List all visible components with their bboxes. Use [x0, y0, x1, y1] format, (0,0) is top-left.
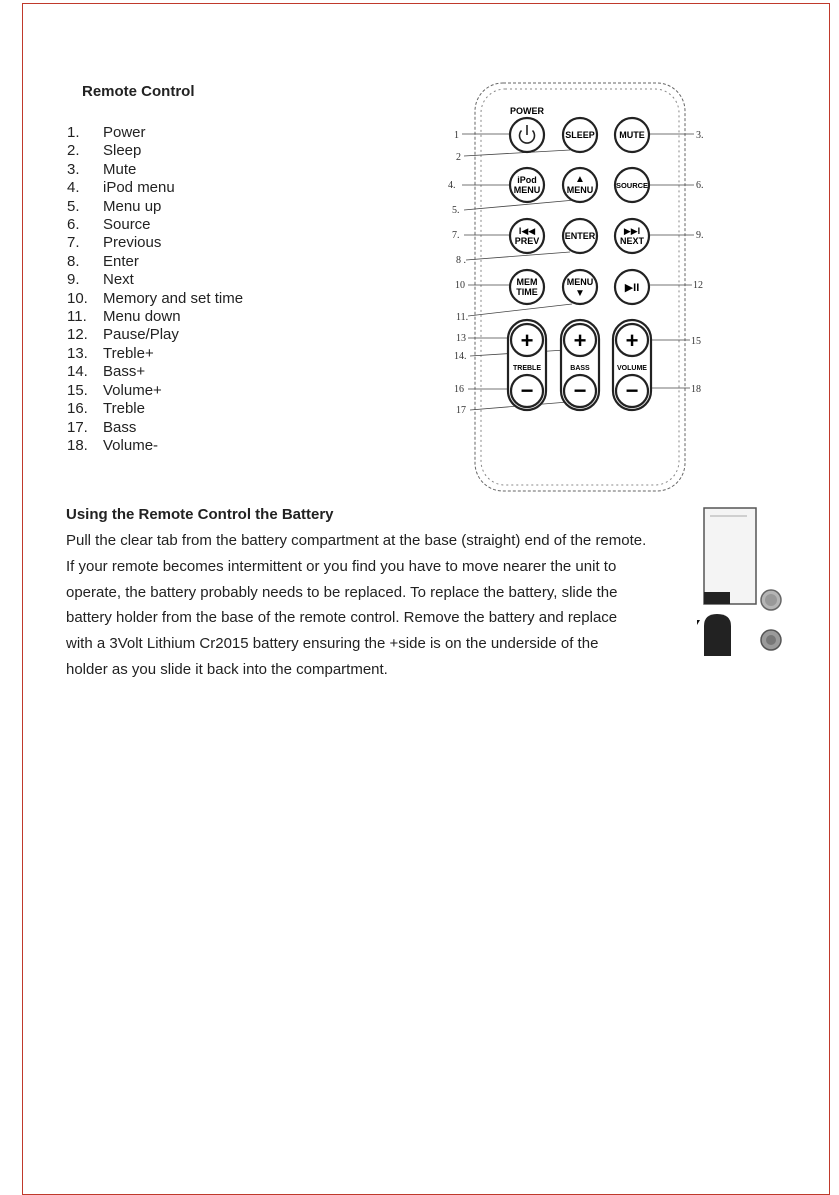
next-icon: ▶▶I	[623, 226, 641, 236]
power-label: POWER	[509, 106, 545, 116]
battery-holder-slot	[704, 592, 730, 604]
callout-17: 17	[456, 405, 466, 416]
legend-number: 14.	[67, 363, 88, 381]
callout-2: 2	[456, 152, 461, 163]
legend-item-15	[67, 382, 243, 400]
legend-label: Mute	[103, 160, 137, 178]
legend-number: 2.	[67, 142, 80, 160]
plus-icon: +	[520, 328, 534, 353]
legend-number: 6.	[67, 216, 80, 234]
callout-10: 10	[455, 280, 465, 291]
minus-icon: −	[625, 378, 639, 403]
up-arrow-icon: ▲	[575, 174, 585, 185]
legend-label: iPod menu	[103, 179, 175, 197]
legend-item-10	[67, 290, 243, 308]
legend-number: 18.	[67, 436, 88, 454]
legend-number: 11.	[67, 308, 87, 326]
menu-down-button[interactable]	[563, 270, 597, 304]
leader-2	[464, 150, 570, 156]
battery-diagram	[697, 506, 787, 658]
callout-9: 9.	[696, 230, 704, 241]
plus-icon: +	[625, 328, 639, 353]
legend-item-9	[67, 271, 243, 289]
legend-label: Pause/Play	[103, 326, 179, 344]
enter-button[interactable]	[563, 219, 597, 253]
callout-1: 1	[454, 130, 459, 141]
battery-line-3: operate, the battery probably needs to be replaced. To replace the battery, slide the	[66, 583, 618, 601]
legend-item-3	[67, 161, 243, 179]
legend-item-14	[67, 363, 243, 381]
minus-icon: −	[520, 378, 534, 403]
legend-number: 16.	[67, 400, 88, 418]
sleep-button[interactable]	[563, 118, 597, 152]
legend-label: Bass+	[103, 363, 146, 381]
legend-item-11	[67, 308, 243, 326]
battery-heading: Using the Remote Control the Battery	[66, 506, 334, 523]
treble-label: TREBLE	[513, 365, 541, 372]
legend-label: Source	[103, 216, 151, 234]
battery-instructions	[66, 528, 691, 683]
legend-label: Volume+	[103, 381, 162, 399]
legend-item-4	[67, 179, 243, 197]
coin-battery-top	[761, 590, 781, 610]
legend-number: 15.	[67, 381, 88, 399]
remote-control-heading: Remote Control	[82, 83, 195, 100]
callout-3: 3.	[696, 130, 704, 141]
plus-icon: +	[573, 328, 587, 353]
legend-label: Next	[103, 271, 134, 289]
battery-holder	[704, 614, 731, 656]
mem-label: MEM	[516, 277, 538, 287]
coin-battery-bottom	[761, 630, 781, 650]
leader-11	[468, 304, 572, 316]
sleep-label: SLEEP	[565, 130, 595, 140]
leader-8	[466, 252, 570, 260]
legend-number: 3.	[67, 160, 80, 178]
battery-line-6: holder as you slide it back into the compartment.	[66, 660, 388, 678]
legend-item-5	[67, 198, 243, 216]
bass-label: BASS	[570, 365, 590, 372]
legend-label: Treble+	[103, 344, 154, 362]
callout-14: 14.	[454, 351, 467, 362]
down-arrow-icon: ▼	[575, 288, 585, 299]
battery-line-5: with a 3Volt Lithium Cr2015 battery ensuring the +side is on the underside of the	[66, 635, 599, 653]
battery-line-4: battery holder from the base of the remote control. Remove the battery and replace	[66, 609, 618, 627]
enter-label: ENTER	[564, 231, 596, 241]
legend-item-18	[67, 437, 243, 455]
treble-rocker	[508, 320, 546, 410]
mem-time-button[interactable]	[510, 270, 544, 304]
battery-line-2: If your remote becomes intermittent or you find you have to move nearer the unit to	[66, 557, 617, 575]
legend-item-1	[67, 124, 243, 142]
volume-rocker	[613, 320, 651, 410]
legend-label: Volume-	[103, 436, 159, 454]
legend-number: 1.	[67, 124, 80, 141]
legend-number: 10.	[67, 289, 88, 307]
legend-label: Menu down	[103, 308, 181, 326]
legend-label: Bass	[103, 418, 137, 436]
legend-label: Menu up	[103, 197, 162, 215]
previous-button[interactable]	[510, 219, 544, 253]
legend-label: Treble	[103, 400, 145, 418]
bass-rocker	[561, 320, 599, 410]
volume-minus-button[interactable]	[616, 375, 648, 407]
legend-item-2	[67, 142, 243, 160]
bass-plus-button[interactable]	[564, 324, 596, 356]
legend-label: Previous	[103, 234, 162, 252]
legend-label: Sleep	[103, 142, 142, 160]
callout-15: 15	[691, 336, 701, 347]
callout-13: 13	[456, 333, 466, 344]
legend-number: 17.	[67, 418, 88, 436]
legend-number: 8.	[67, 252, 80, 270]
legend-item-17	[67, 419, 243, 437]
callout-16: 16	[454, 384, 464, 395]
next-button[interactable]	[615, 219, 649, 253]
legend-item-16	[67, 400, 243, 418]
legend-number: 12.	[67, 326, 88, 344]
source-button[interactable]	[615, 168, 649, 202]
ipod-menu-label-line1: iPod	[517, 175, 537, 185]
callout-6: 6.	[696, 180, 704, 191]
time-label: TIME	[516, 287, 538, 297]
legend-item-7	[67, 234, 243, 252]
legend-label: Memory and set time	[103, 289, 244, 307]
callout-5: 5.	[452, 205, 460, 216]
legend-item-8	[67, 253, 243, 271]
volume-plus-button[interactable]	[616, 324, 648, 356]
legend-item-12	[67, 326, 243, 344]
previous-label: PREV	[514, 236, 540, 246]
menu-down-label: MENU	[566, 277, 594, 287]
remote-base-outline	[704, 508, 756, 604]
legend-number: 9.	[67, 271, 80, 289]
legend-number: 13.	[67, 344, 88, 362]
remote-control-diagram	[440, 80, 715, 495]
callout-18: 18	[691, 384, 701, 395]
legend-number: 4.	[67, 179, 80, 197]
remote-control-figure	[440, 80, 715, 495]
callout-11: 11.	[456, 312, 469, 323]
play-pause-button[interactable]	[615, 270, 649, 304]
ipod-menu-label-line2: MENU	[513, 185, 541, 195]
legend-number: 7.	[67, 234, 80, 252]
legend-item-6	[67, 216, 243, 234]
volume-label: VOLUME	[617, 365, 647, 372]
menu-up-button[interactable]	[563, 168, 597, 202]
down-arrow-icon	[697, 604, 700, 630]
ipod-menu-button[interactable]	[510, 168, 544, 202]
callout-7: 7.	[452, 230, 460, 241]
bass-minus-button[interactable]	[564, 375, 596, 407]
legend-number: 5.	[67, 197, 80, 215]
button-legend	[67, 124, 243, 455]
treble-plus-button[interactable]	[511, 324, 543, 356]
previous-icon: I◀◀	[518, 226, 536, 236]
minus-icon: −	[573, 378, 587, 403]
legend-label: Enter	[103, 252, 139, 270]
source-label: SOURCE	[615, 181, 649, 190]
legend-item-13	[67, 345, 243, 363]
battery-line-1: Pull the clear tab from the battery compartment at the base (straight) end of the remote.	[66, 532, 647, 549]
menu-up-label: MENU	[566, 185, 594, 195]
callout-8: 8 .	[456, 255, 466, 266]
power-button[interactable]	[510, 118, 544, 152]
treble-minus-button[interactable]	[511, 375, 543, 407]
battery-replacement-figure	[697, 506, 787, 658]
callout-4: 4.	[448, 180, 456, 191]
play-pause-icon: ▶II	[624, 282, 640, 294]
mute-button[interactable]	[615, 118, 649, 152]
mute-label: MUTE	[619, 130, 645, 140]
callout-12: 12	[693, 280, 703, 291]
legend-label: Power	[103, 124, 146, 141]
next-label: NEXT	[619, 236, 645, 246]
